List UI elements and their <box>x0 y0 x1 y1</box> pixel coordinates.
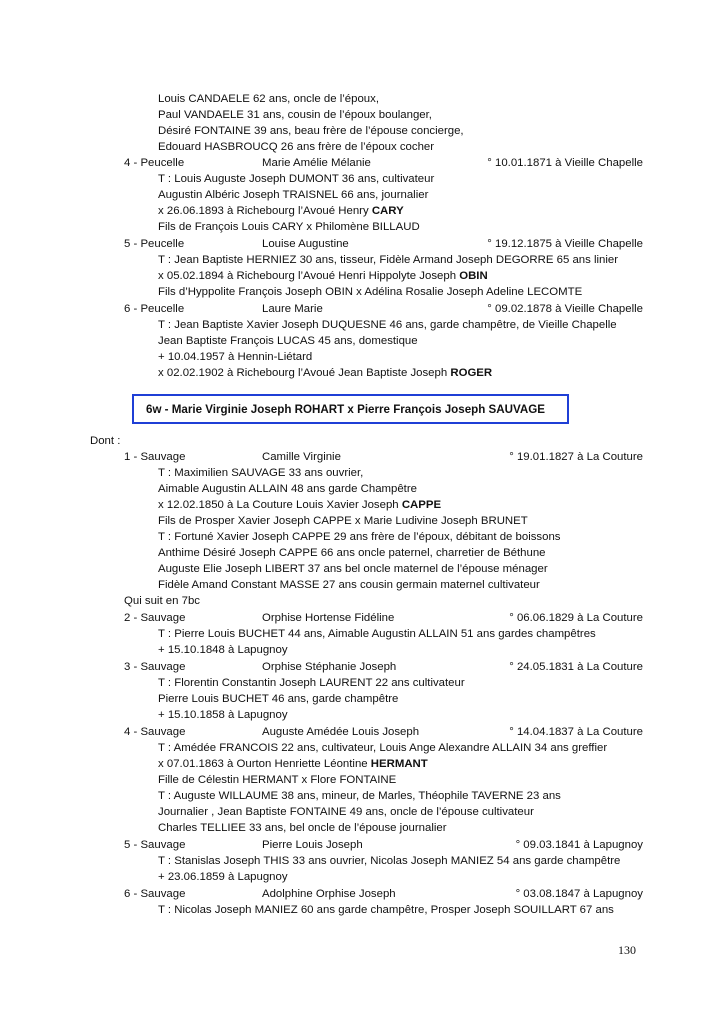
entry-birth: ° 06.06.1829 à La Couture <box>509 612 643 624</box>
text-line: Anthime Désiré Joseph CAPPE 66 ans oncle paternel, charretier de Béthune <box>158 547 546 559</box>
entry-name: Auguste Amédée Louis Joseph <box>262 726 420 738</box>
entry-name: Louise Augustine <box>262 238 349 250</box>
text-line: Augustin Albéric Joseph TRAISNEL 66 ans, journalier <box>158 189 429 201</box>
text-line <box>158 757 428 773</box>
entry-label: 4 - Sauvage <box>124 726 186 738</box>
text-line: Louis CANDAELE 62 ans, oncle de l’époux, <box>158 93 379 105</box>
text-line: Aimable Augustin ALLAIN 48 ans garde Champêtre <box>158 483 417 495</box>
entry-label: 6 - Sauvage <box>124 888 186 900</box>
text-line-part: x 26.06.1893 à Richebourg l’Avoué Henry <box>158 205 372 217</box>
surname-bold: HERMANT <box>370 758 428 770</box>
section-title-box <box>132 394 569 424</box>
qui-suit-note: Qui suit en 7bc <box>124 595 200 607</box>
text-line <box>158 366 492 382</box>
surname-bold: CAPPE <box>401 499 442 511</box>
text-line-part: x 02.02.1902 à Richebourg l’Avoué Jean Baptiste Joseph <box>158 367 451 379</box>
entry-label: 1 - Sauvage <box>124 451 186 463</box>
text-line-part: x 12.02.1850 à La Couture Louis Xavier Joseph <box>158 499 402 511</box>
text-line: + 10.04.1957 à Hennin-Liétard <box>158 351 313 363</box>
entry-label: 4 - Peucelle <box>124 157 185 169</box>
text-line: T : Pierre Louis BUCHET 44 ans, Aimable Augustin ALLAIN 51 ans gardes champêtres <box>158 628 596 640</box>
text-line: Paul VANDAELE 31 ans, cousin de l’époux boulanger, <box>158 109 432 121</box>
text-line: T : Amédée FRANCOIS 22 ans, cultivateur, Louis Ange Alexandre ALLAIN 34 ans greffier <box>158 742 608 754</box>
text-line <box>158 498 441 514</box>
text-line: Fils de Prosper Xavier Joseph CAPPE x Marie Ludivine Joseph BRUNET <box>158 515 528 527</box>
entry-label: 6 - Peucelle <box>124 303 185 315</box>
page-number: 130 <box>618 943 636 957</box>
entry-birth: ° 09.02.1878 à Vieille Chapelle <box>487 303 643 315</box>
text-line: Journalier , Jean Baptiste FONTAINE 49 ans, oncle de l’épouse cultivateur <box>158 806 534 818</box>
text-line: + 15.10.1858 à Lapugnoy <box>158 709 288 721</box>
entry-birth: ° 10.01.1871 à Vieille Chapelle <box>487 157 643 169</box>
text-line-part: x 07.01.1863 à Ourton Henriette Léontine <box>158 758 371 770</box>
text-line: T : Jean Baptiste HERNIEZ 30 ans, tisseur, Fidèle Armand Joseph DEGORRE 65 ans linier <box>158 254 619 266</box>
entry-birth: ° 14.04.1837 à La Couture <box>509 726 643 738</box>
text-line: T : Auguste WILLAUME 38 ans, mineur, de Marles, Théophile TAVERNE 23 ans <box>158 790 561 802</box>
entry-birth: ° 19.01.1827 à La Couture <box>509 451 643 463</box>
entry-birth: ° 03.08.1847 à Lapugnoy <box>515 888 643 900</box>
entry-name: Orphise Hortense Fidéline <box>262 612 395 624</box>
text-line: T : Jean Baptiste Xavier Joseph DUQUESNE 46 ans, garde champêtre, de Vieille Chapelle <box>158 319 617 331</box>
text-line: T : Louis Auguste Joseph DUMONT 36 ans, cultivateur <box>158 173 435 185</box>
text-line: + 23.06.1859 à Lapugnoy <box>158 871 288 883</box>
entry-birth: ° 24.05.1831 à La Couture <box>509 661 643 673</box>
text-line <box>158 204 404 220</box>
text-line: T : Stanislas Joseph THIS 33 ans ouvrier, Nicolas Joseph MANIEZ 54 ans garde champêtre <box>158 855 621 867</box>
entry-name: Camille Virginie <box>262 451 341 463</box>
text-line: Désiré FONTAINE 39 ans, beau frère de l’épouse concierge, <box>158 125 464 137</box>
text-line: Charles TELLIEE 33 ans, bel oncle de l’épouse journalier <box>158 822 447 834</box>
text-line: Jean Baptiste François LUCAS 45 ans, domestique <box>158 335 418 347</box>
entry-name: Adolphine Orphise Joseph <box>262 888 396 900</box>
entry-name: Laure Marie <box>262 303 323 315</box>
entry-label: 2 - Sauvage <box>124 612 186 624</box>
text-line: Pierre Louis BUCHET 46 ans, garde champêtre <box>158 693 399 705</box>
text-line: T : Nicolas Joseph MANIEZ 60 ans garde champêtre, Prosper Joseph SOUILLART 67 ans <box>158 904 614 916</box>
text-line: T : Florentin Constantin Joseph LAURENT 22 ans cultivateur <box>158 677 465 689</box>
entry-label: 3 - Sauvage <box>124 661 186 673</box>
text-line: Fils d’Hyppolite François Joseph OBIN x Adélina Rosalie Joseph Adeline LECOMTE <box>158 286 583 298</box>
surname-bold: CARY <box>371 205 404 217</box>
entry-name: Orphise Stéphanie Joseph <box>262 661 397 673</box>
surname-bold: OBIN <box>459 270 488 282</box>
text-line: Fille de Célestin HERMANT x Flore FONTAINE <box>158 774 397 786</box>
text-line: Fils de François Louis CARY x Philomène BILLAUD <box>158 221 420 233</box>
text-line-part: x 05.02.1894 à Richebourg l’Avoué Henri Hippolyte Joseph <box>158 270 460 282</box>
surname-bold: ROGER <box>450 367 493 379</box>
entry-birth: ° 09.03.1841 à Lapugnoy <box>515 839 643 851</box>
dont-label: Dont : <box>90 435 121 447</box>
section-title: 6w - Marie Virginie Joseph ROHART x Pierre François Joseph SAUVAGE <box>146 403 546 416</box>
entry-label: 5 - Peucelle <box>124 238 185 250</box>
entry-label: 5 - Sauvage <box>124 839 186 851</box>
text-line: + 15.10.1848 à Lapugnoy <box>158 644 288 656</box>
text-line: Auguste Elie Joseph LIBERT 37 ans bel oncle maternel de l’épouse ménager <box>158 563 548 575</box>
text-line: Edouard HASBROUCQ 26 ans frère de l’époux cocher <box>158 141 435 153</box>
entry-name: Pierre Louis Joseph <box>262 839 363 851</box>
text-line: T : Maximilien SAUVAGE 33 ans ouvrier, <box>158 467 364 479</box>
text-line <box>158 269 488 285</box>
entry-name: Marie Amélie Mélanie <box>262 157 371 169</box>
text-line: Fidèle Amand Constant MASSE 27 ans cousin germain maternel cultivateur <box>158 579 540 591</box>
entry-birth: ° 19.12.1875 à Vieille Chapelle <box>487 238 643 250</box>
text-line: T : Fortuné Xavier Joseph CAPPE 29 ans frère de l’époux, débitant de boissons <box>158 531 561 543</box>
